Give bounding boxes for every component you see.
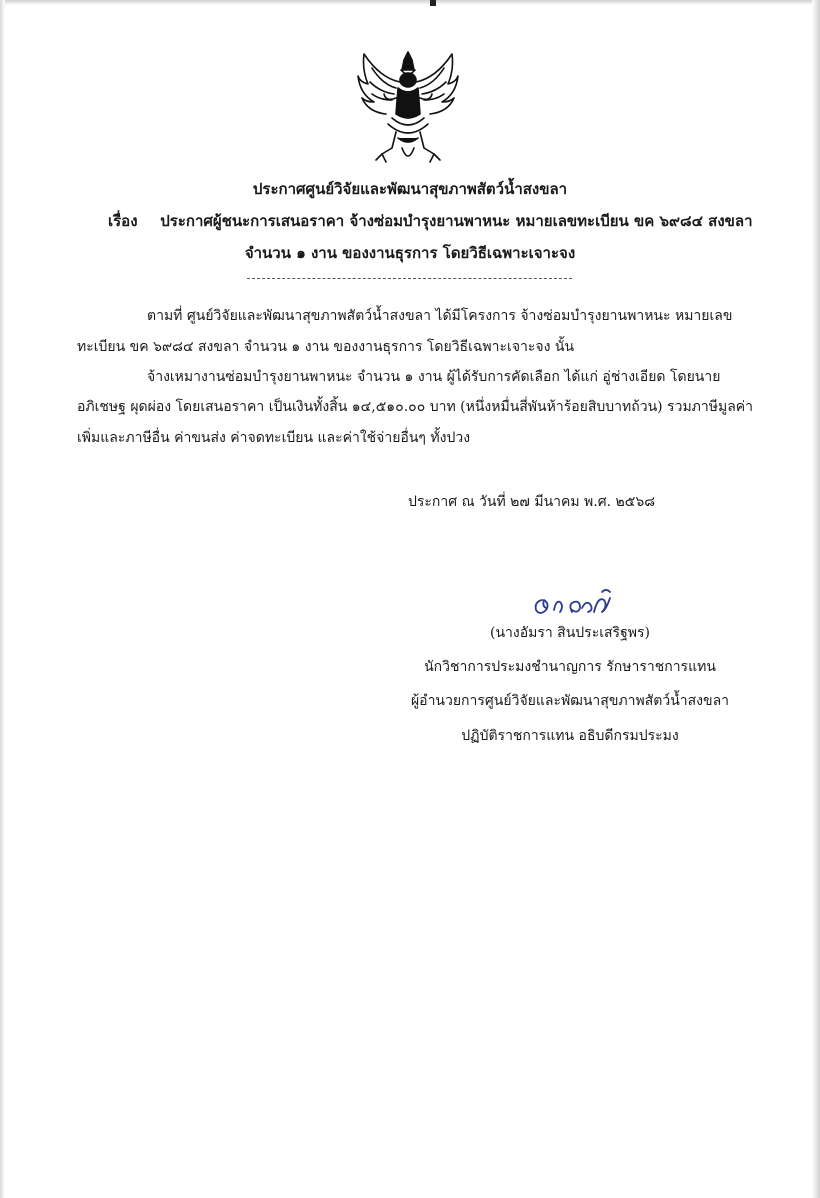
signatory-position-2: ผู้อำนวยการศูนย์วิจัยและพัฒนาสุขภาพสัตว์น้ำสงขลา xyxy=(410,693,730,709)
body-line-1: ตามที่ ศูนย์วิจัยและพัฒนาสุขภาพสัตว์น้ำสงขลา ได้มีโครงการ จ้างซ่อมบำรุงยานพาหนะ หมายเลข xyxy=(147,308,733,324)
subject-label: เรื่อง xyxy=(108,212,138,230)
handwritten-signature xyxy=(532,586,618,620)
document-title: ประกาศศูนย์วิจัยและพัฒนาสุขภาพสัตว์น้ำสงขลา xyxy=(252,180,568,198)
signatory-position-3: ปฏิบัติราชการแทน อธิบดีกรมประมง xyxy=(461,728,679,744)
subject-line-continued: จำนวน ๑ งาน ของงานธุรการ โดยวิธีเฉพาะเจาะจง xyxy=(244,244,576,262)
page-shadow-top xyxy=(0,0,820,5)
body-line-5: เพิ่มและภาษีอื่น ค่าขนส่ง ค่าจดทะเบียน และค่าใช้จ่ายอื่นๆ ทั้งปวง xyxy=(77,430,471,446)
body-line-2: ทะเบียน ขค ๖๙๘๔ สงขลา จำนวน ๑ งาน ของงานธุรการ โดยวิธีเฉพาะเจาะจง นั้น xyxy=(77,339,575,355)
signatory-position-1: นักวิชาการประมงชำนาญการ รักษาราชการแทน xyxy=(424,659,716,675)
scan-mark xyxy=(430,0,436,6)
garuda-emblem-icon xyxy=(352,48,464,168)
announcement-date: ประกาศ ณ วันที่ ๒๗ มีนาคม พ.ศ. ๒๕๖๘ xyxy=(408,494,656,510)
subject-line xyxy=(108,209,753,233)
body-line-3: จ้างเหมางานซ่อมบำรุงยานพาหนะ จำนวน ๑ งาน ผู้ได้รับการคัดเลือก ได้แก่ อู่ช่างเอียด โดยนาย xyxy=(147,369,721,385)
body-line-4: อภิเชษฐ ผุดผ่อง โดยเสนอราคา เป็นเงินทั้งสิ้น ๑๔,๕๑๐.๐๐ บาท (หนึ่งหมื่นสี่พันห้าร้อยสิบบาทถ้วน) รวมภาษีมูลค่า xyxy=(77,399,754,415)
signatory-name: (นางอัมรา สินประเสริฐพร) xyxy=(489,625,651,641)
dashed-divider xyxy=(247,278,572,279)
subject-text: ประกาศผู้ชนะการเสนอราคา จ้างซ่อมบำรุงยานพาหนะ หมายเลขทะเบียน ขค ๖๙๘๔ สงขลา xyxy=(160,212,753,230)
